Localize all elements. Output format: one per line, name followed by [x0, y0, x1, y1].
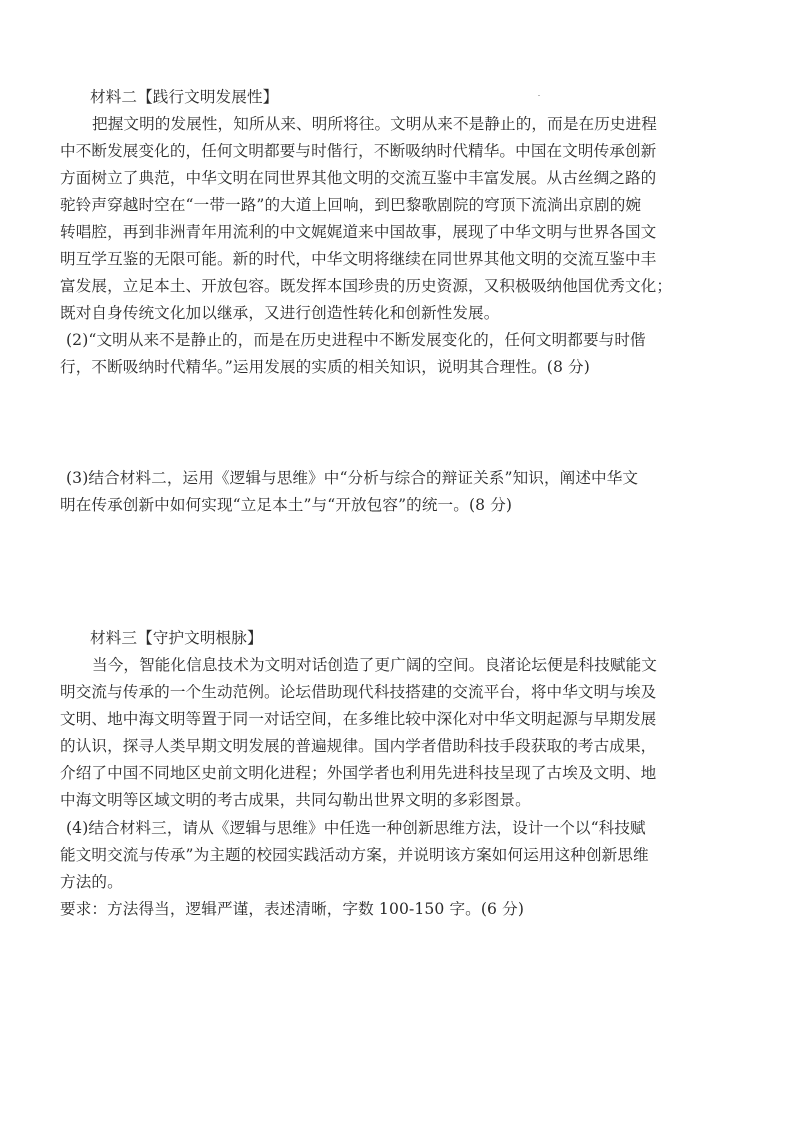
question-requirement: 要求：方法得当，逻辑严谨，表述清晰，字数 100-150 字。(6 分) — [60, 900, 525, 918]
paragraph-line: 方面树立了典范，中华文明在同世界其他文明的交流互鉴中丰富发展。从古丝绸之路的 — [60, 169, 657, 187]
paragraph-line: 富发展，立足本土、开放包容。既发挥本国珍贵的历史资源，又积极吸纳他国优秀文化； — [60, 277, 673, 295]
question-four — [60, 815, 740, 923]
question-line: 明在传承创新中如何实现“立足本土”与“开放包容”的统一。(8 分) — [60, 496, 513, 514]
paragraph-line: 介绍了中国不同地区史前文明化进程；外国学者也利用先进科技呈现了古埃及文明、地 — [60, 764, 657, 782]
question-two — [60, 327, 740, 381]
question-three — [60, 465, 740, 519]
paragraph-line: 中不断发展变化的，任何文明都要与时偕行，不断吸纳时代精华。中国在文明传承创新 — [60, 142, 657, 160]
question-line: 行，不断吸纳时代精华。”运用发展的实质的相关知识，说明其合理性。(8 分) — [60, 358, 590, 376]
material-three-section — [60, 625, 740, 814]
question-line: 方法的。 — [60, 873, 123, 891]
material-two-paragraph — [60, 111, 740, 327]
paragraph-line: 明互学互鉴的无限可能。新的时代，中华文明将继续在同世界其他文明的交流互鉴中丰 — [60, 250, 657, 268]
material-three-paragraph — [60, 652, 740, 814]
paragraph-line: 文明、地中海文明等置于同一对话空间，在多维比较中深化对中华文明起源与早期发展 — [60, 710, 657, 728]
material-two-heading: 材料二【践行文明发展性】 — [90, 88, 279, 106]
question-line: (3)结合材料二，运用《逻辑与思维》中“分析与综合的辩证关系”知识，阐述中华文 — [66, 469, 639, 487]
paragraph-line: 的认识，探寻人类早期文明发展的普遍规律。国内学者借助科技手段获取的考古成果， — [60, 737, 657, 755]
material-three-heading: 材料三【守护文明根脉】 — [90, 629, 263, 647]
question-line: (2)“文明从来不是静止的，而是在历史进程中不断发展变化的，任何文明都要与时偕 — [66, 331, 646, 349]
paragraph-line: 把握文明的发展性，知所从来、明所将往。文明从来不是静止的，而是在历史进程 — [92, 115, 657, 133]
paragraph-line: 中海文明等区域文明的考古成果，共同勾勒出世界文明的多彩图景。 — [60, 791, 531, 809]
paragraph-line: 既对自身传统文化加以继承，又进行创造性转化和创新性发展。 — [60, 304, 500, 322]
question-line: 能文明交流与传承”为主题的校园实践活动方案，并说明该方案如何运用这种创新思维 — [60, 846, 649, 864]
paragraph-line: 明交流与传承的一个生动范例。论坛借助现代科技搭建的交流平台，将中华文明与埃及 — [60, 683, 657, 701]
paragraph-line: 驼铃声穿越时空在“一带一路”的大道上回响，到巴黎歌剧院的穹顶下流淌出京剧的婉 — [60, 196, 642, 214]
paragraph-line: 当今，智能化信息技术为文明对话创造了更广阔的空间。良渚论坛便是科技赋能文 — [92, 656, 657, 674]
question-line: (4)结合材料三，请从《逻辑与思维》中任选一种创新思维方法，设计一个以“科技赋 — [66, 819, 646, 837]
material-two-section — [60, 84, 740, 327]
paragraph-line: 转唱腔，再到非洲青年用流利的中文娓娓道来中国故事，展现了中华文明与世界各国文 — [60, 223, 657, 241]
